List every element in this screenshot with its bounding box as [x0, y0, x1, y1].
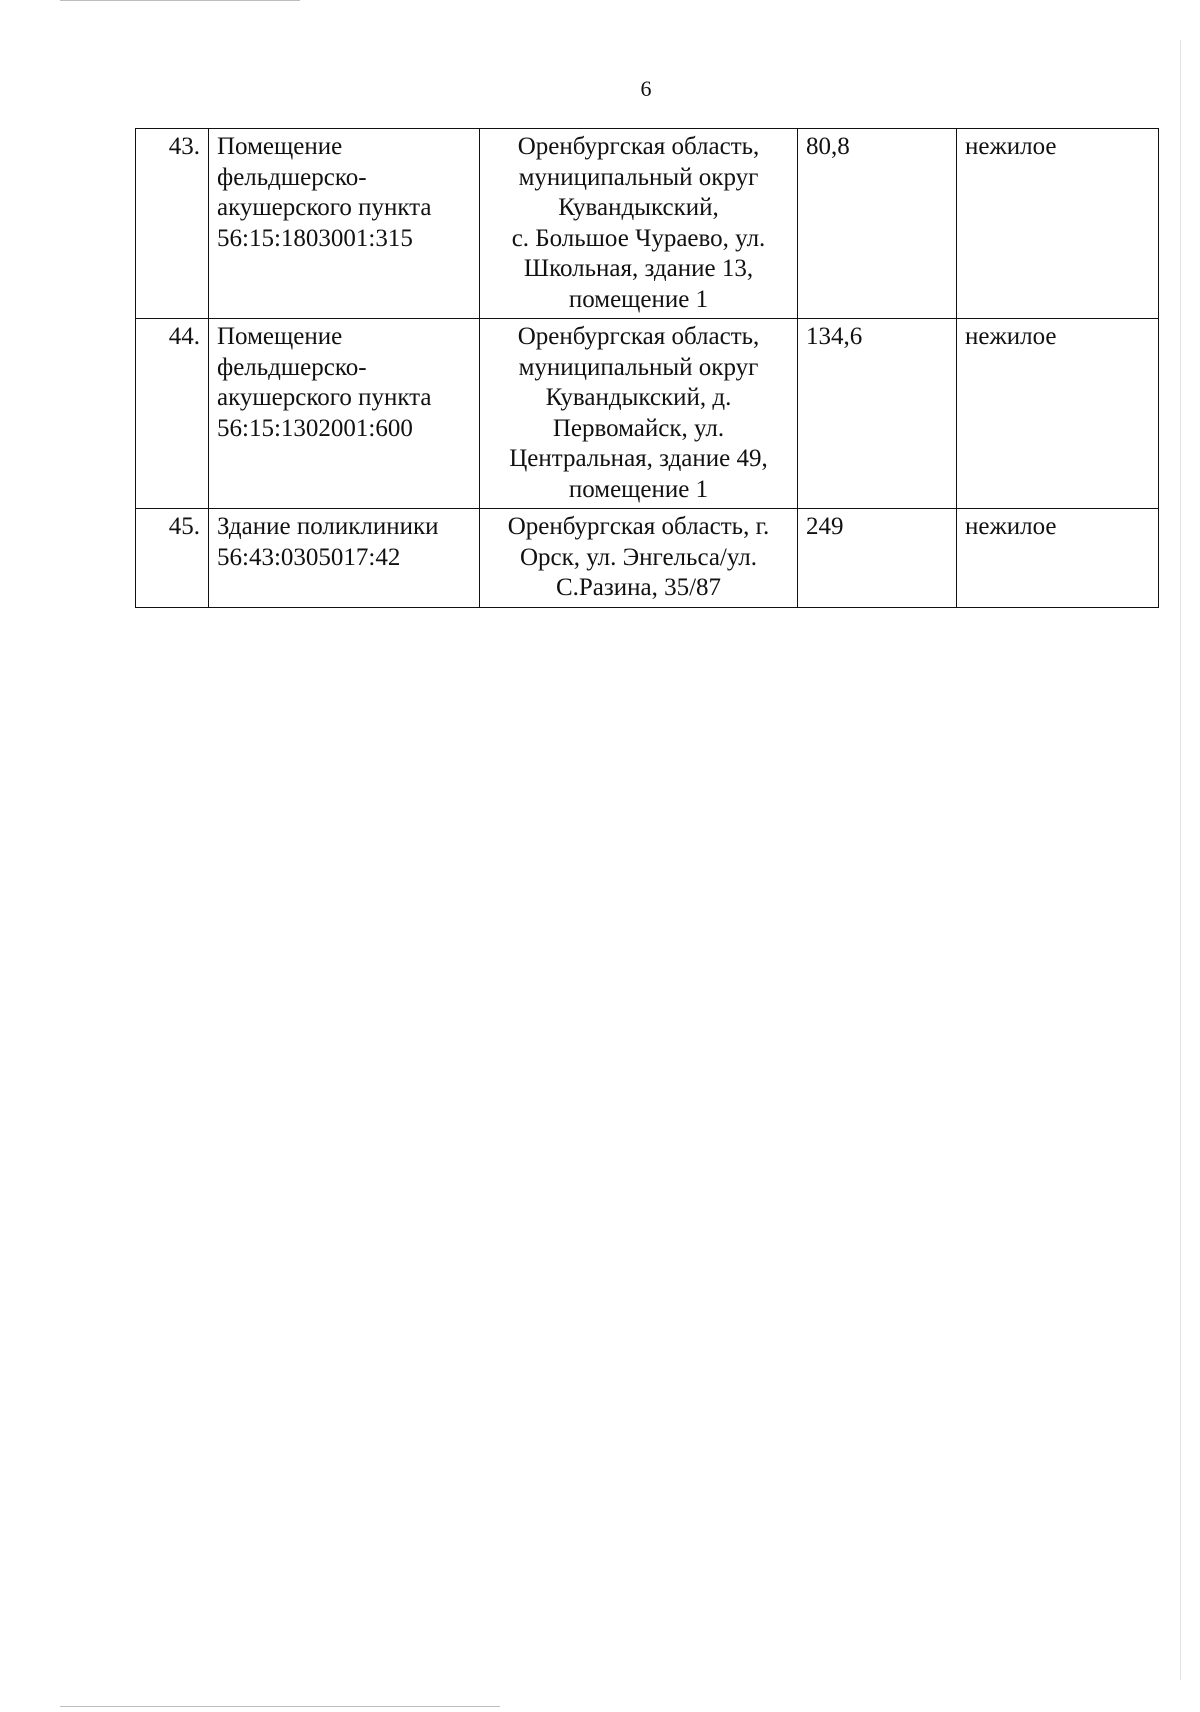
object-area: 80,8 [798, 129, 957, 319]
page-number: 6 [640, 76, 652, 101]
table-row [136, 509, 1159, 608]
object-area: 249 [798, 509, 957, 608]
row-number: 45. [136, 509, 209, 608]
row-number: 44. [136, 319, 209, 509]
table-row [136, 319, 1159, 509]
object-type: нежилое [957, 129, 1159, 319]
row-number: 43. [136, 129, 209, 319]
scan-artifact-top [60, 0, 300, 1]
property-table [135, 128, 1159, 608]
object-name: Помещение фельдшерско- акушерского пункта 56:15:1302001:600 [209, 319, 480, 509]
object-name: Помещение фельдшерско- акушерского пункта 56:15:1803001:315 [209, 129, 480, 319]
object-address: Оренбургская область, муниципальный округ Кувандыкский, с. Большое Чураево, ул. Школьная, здание 13, помещение 1 [480, 129, 798, 319]
object-area: 134,6 [798, 319, 957, 509]
object-name: Здание поликлиники 56:43:0305017:42 [209, 509, 480, 608]
object-address: Оренбургская область, муниципальный округ Кувандыкский, д. Первомайск, ул. Центральная, здание 49, помещение 1 [480, 319, 798, 509]
table-row [136, 129, 1159, 319]
scan-artifact-bottom [60, 1706, 500, 1707]
object-type: нежилое [957, 319, 1159, 509]
object-address: Оренбургская область, г. Орск, ул. Энгельса/ул. С.Разина, 35/87 [480, 509, 798, 608]
scan-artifact-right [1180, 40, 1181, 1680]
object-type: нежилое [957, 509, 1159, 608]
